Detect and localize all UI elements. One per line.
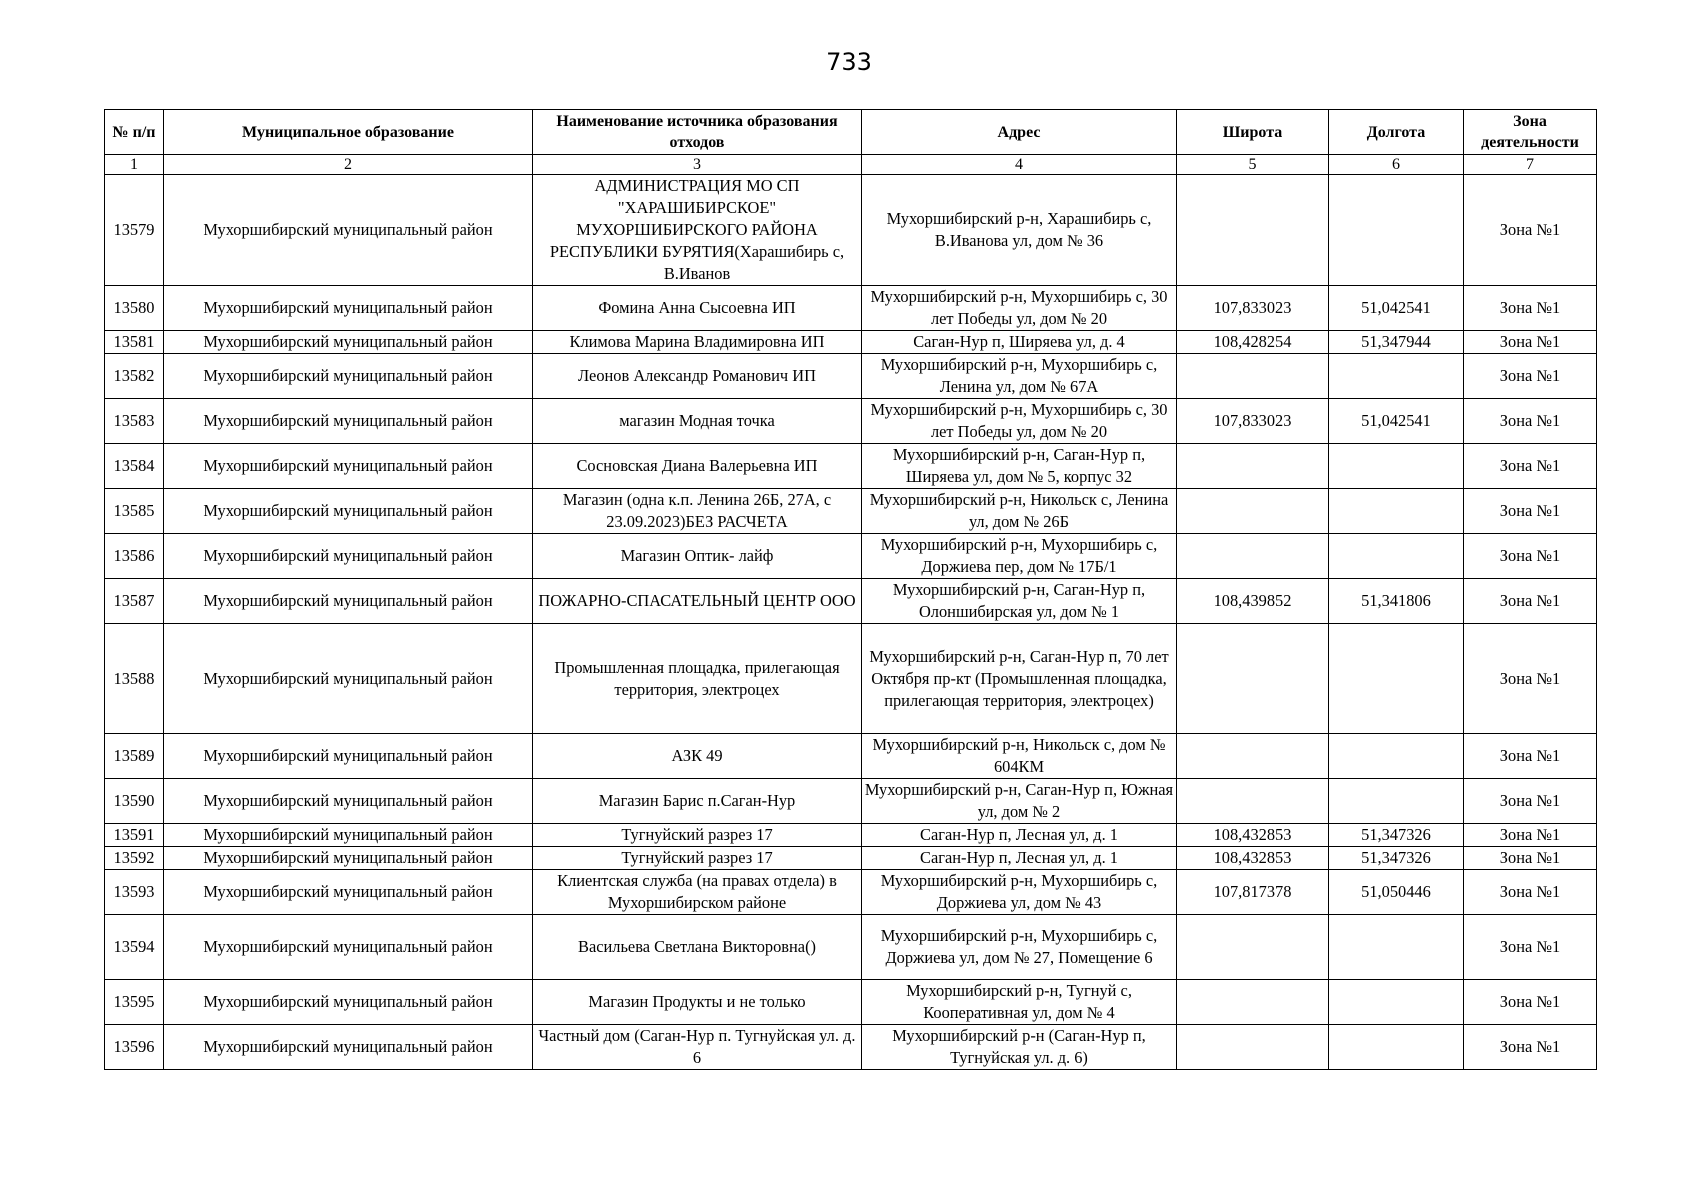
row-number: 13587	[105, 579, 164, 624]
latitude-cell: 108,439852	[1177, 579, 1329, 624]
row-number: 13592	[105, 847, 164, 870]
table-row	[105, 980, 1597, 1025]
municipality-cell: Мухоршибирский муниципальный район	[164, 624, 533, 734]
municipality-cell: Мухоршибирский муниципальный район	[164, 734, 533, 779]
longitude-cell	[1329, 175, 1464, 286]
column-number: 6	[1329, 155, 1464, 175]
zone-cell: Зона №1	[1464, 624, 1597, 734]
address-cell: Мухоршибирский р-н, Мухоршибирь с, Ленина ул, дом № 67А	[862, 354, 1177, 399]
zone-cell: Зона №1	[1464, 847, 1597, 870]
address-cell: Мухоршибирский р-н, Мухоршибирь с, 30 лет Победы ул, дом № 20	[862, 399, 1177, 444]
table-header-row	[105, 110, 1597, 155]
municipality-cell: Мухоршибирский муниципальный район	[164, 331, 533, 354]
address-cell: Мухоршибирский р-н, Саган-Нур п, Ширяева ул, дом № 5, корпус 32	[862, 444, 1177, 489]
column-number: 4	[862, 155, 1177, 175]
longitude-cell: 51,042541	[1329, 399, 1464, 444]
row-number: 13579	[105, 175, 164, 286]
row-number: 13596	[105, 1025, 164, 1070]
municipality-cell: Мухоршибирский муниципальный район	[164, 980, 533, 1025]
header-source-name: Наименование источника образования отходов	[533, 110, 862, 155]
longitude-cell: 51,347326	[1329, 847, 1464, 870]
zone-cell: Зона №1	[1464, 915, 1597, 980]
table-row	[105, 175, 1597, 286]
page-number: 733	[826, 48, 872, 76]
latitude-cell: 108,432853	[1177, 824, 1329, 847]
zone-cell: Зона №1	[1464, 1025, 1597, 1070]
header-latitude: Широта	[1177, 110, 1329, 155]
latitude-cell: 107,817378	[1177, 870, 1329, 915]
row-number: 13580	[105, 286, 164, 331]
address-cell: Мухоршибирский р-н (Саган-Нур п, Тугнуйская ул. д. 6)	[862, 1025, 1177, 1070]
latitude-cell: 108,428254	[1177, 331, 1329, 354]
table-row	[105, 579, 1597, 624]
column-number: 1	[105, 155, 164, 175]
address-cell: Мухоршибирский р-н, Мухоршибирь с, Доржиева ул, дом № 43	[862, 870, 1177, 915]
latitude-cell	[1177, 915, 1329, 980]
address-cell: Мухоршибирский р-н, Харашибирь с, В.Иванова ул, дом № 36	[862, 175, 1177, 286]
table-row	[105, 870, 1597, 915]
source-name-cell: Магазин Барис п.Саган-Нур	[533, 779, 862, 824]
latitude-cell	[1177, 489, 1329, 534]
source-name-cell: Фомина Анна Сысоевна ИП	[533, 286, 862, 331]
row-number: 13593	[105, 870, 164, 915]
column-number: 2	[164, 155, 533, 175]
zone-cell: Зона №1	[1464, 579, 1597, 624]
source-name-cell: Клиентская служба (на правах отдела) в Мухоршибирском районе	[533, 870, 862, 915]
address-cell: Саган-Нур п, Ширяева ул, д. 4	[862, 331, 1177, 354]
zone-cell: Зона №1	[1464, 734, 1597, 779]
municipality-cell: Мухоршибирский муниципальный район	[164, 915, 533, 980]
municipality-cell: Мухоршибирский муниципальный район	[164, 399, 533, 444]
row-number: 13584	[105, 444, 164, 489]
address-cell: Саган-Нур п, Лесная ул, д. 1	[862, 824, 1177, 847]
address-cell: Мухоршибирский р-н, Саган-Нур п, Южная ул, дом № 2	[862, 779, 1177, 824]
longitude-cell	[1329, 980, 1464, 1025]
zone-cell: Зона №1	[1464, 870, 1597, 915]
row-number: 13594	[105, 915, 164, 980]
source-name-cell: Тугнуйский разрез 17	[533, 824, 862, 847]
longitude-cell	[1329, 779, 1464, 824]
municipality-cell: Мухоршибирский муниципальный район	[164, 870, 533, 915]
source-name-cell: Частный дом (Саган-Нур п. Тугнуйская ул. д. 6	[533, 1025, 862, 1070]
table-row	[105, 734, 1597, 779]
latitude-cell	[1177, 534, 1329, 579]
source-name-cell: Магазин (одна к.п. Ленина 26Б, 27А, с 23.09.2023)БЕЗ РАСЧЕТА	[533, 489, 862, 534]
table-row	[105, 779, 1597, 824]
row-number: 13583	[105, 399, 164, 444]
row-number: 13586	[105, 534, 164, 579]
row-number: 13589	[105, 734, 164, 779]
municipality-cell: Мухоршибирский муниципальный район	[164, 779, 533, 824]
table-row	[105, 444, 1597, 489]
waste-sources-table	[104, 109, 1597, 1070]
address-cell: Саган-Нур п, Лесная ул, д. 1	[862, 847, 1177, 870]
table-row	[105, 354, 1597, 399]
municipality-cell: Мухоршибирский муниципальный район	[164, 534, 533, 579]
zone-cell: Зона №1	[1464, 331, 1597, 354]
zone-cell: Зона №1	[1464, 175, 1597, 286]
municipality-cell: Мухоршибирский муниципальный район	[164, 354, 533, 399]
header-number: № п/п	[105, 110, 164, 155]
municipality-cell: Мухоршибирский муниципальный район	[164, 1025, 533, 1070]
row-number: 13591	[105, 824, 164, 847]
source-name-cell: Тугнуйский разрез 17	[533, 847, 862, 870]
longitude-cell: 51,042541	[1329, 286, 1464, 331]
source-name-cell: Магазин Продукты и не только	[533, 980, 862, 1025]
longitude-cell: 51,341806	[1329, 579, 1464, 624]
municipality-cell: Мухоршибирский муниципальный район	[164, 824, 533, 847]
zone-cell: Зона №1	[1464, 980, 1597, 1025]
zone-cell: Зона №1	[1464, 286, 1597, 331]
source-name-cell: Магазин Оптик- лайф	[533, 534, 862, 579]
table-row	[105, 847, 1597, 870]
zone-cell: Зона №1	[1464, 399, 1597, 444]
latitude-cell	[1177, 354, 1329, 399]
table-row	[105, 399, 1597, 444]
zone-cell: Зона №1	[1464, 444, 1597, 489]
table-row	[105, 824, 1597, 847]
source-name-cell: магазин Модная точка	[533, 399, 862, 444]
source-name-cell: Промышленная площадка, прилегающая территория, электроцех	[533, 624, 862, 734]
address-cell: Мухоршибирский р-н, Тугнуй с, Кооперативная ул, дом № 4	[862, 980, 1177, 1025]
longitude-cell	[1329, 489, 1464, 534]
zone-cell: Зона №1	[1464, 534, 1597, 579]
row-number: 13588	[105, 624, 164, 734]
table-row	[105, 915, 1597, 980]
latitude-cell	[1177, 1025, 1329, 1070]
longitude-cell	[1329, 444, 1464, 489]
address-cell: Мухоршибирский р-н, Саган-Нур п, Олоншибирская ул, дом № 1	[862, 579, 1177, 624]
latitude-cell	[1177, 444, 1329, 489]
zone-cell: Зона №1	[1464, 824, 1597, 847]
longitude-cell	[1329, 534, 1464, 579]
table-row	[105, 286, 1597, 331]
municipality-cell: Мухоршибирский муниципальный район	[164, 847, 533, 870]
municipality-cell: Мухоршибирский муниципальный район	[164, 579, 533, 624]
latitude-cell	[1177, 734, 1329, 779]
source-name-cell: АДМИНИСТРАЦИЯ МО СП "ХАРАШИБИРСКОЕ" МУХОРШИБИРСКОГО РАЙОНА РЕСПУБЛИКИ БУРЯТИЯ(Харашибирь с, В.Иванов	[533, 175, 862, 286]
source-name-cell: Васильева Светлана Викторовна()	[533, 915, 862, 980]
zone-cell: Зона №1	[1464, 489, 1597, 534]
longitude-cell: 51,050446	[1329, 870, 1464, 915]
longitude-cell	[1329, 1025, 1464, 1070]
column-number: 5	[1177, 155, 1329, 175]
latitude-cell	[1177, 175, 1329, 286]
source-name-cell: Климова Марина Владимировна ИП	[533, 331, 862, 354]
source-name-cell: Сосновская Диана Валерьевна ИП	[533, 444, 862, 489]
header-municipality: Муниципальное образование	[164, 110, 533, 155]
address-cell: Мухоршибирский р-н, Мухоршибирь с, 30 лет Победы ул, дом № 20	[862, 286, 1177, 331]
latitude-cell: 108,432853	[1177, 847, 1329, 870]
table-row	[105, 1025, 1597, 1070]
source-name-cell: ПОЖАРНО-СПАСАТЕЛЬНЫЙ ЦЕНТР ООО	[533, 579, 862, 624]
row-number: 13590	[105, 779, 164, 824]
address-cell: Мухоршибирский р-н, Мухоршибирь с, Доржиева ул, дом № 27, Помещение 6	[862, 915, 1177, 980]
municipality-cell: Мухоршибирский муниципальный район	[164, 489, 533, 534]
row-number: 13595	[105, 980, 164, 1025]
latitude-cell: 107,833023	[1177, 399, 1329, 444]
zone-cell: Зона №1	[1464, 779, 1597, 824]
column-number-row	[105, 155, 1597, 175]
source-name-cell: АЗК 49	[533, 734, 862, 779]
municipality-cell: Мухоршибирский муниципальный район	[164, 286, 533, 331]
address-cell: Мухоршибирский р-н, Мухоршибирь с, Доржиева пер, дом № 17Б/1	[862, 534, 1177, 579]
table-row	[105, 624, 1597, 734]
table-row	[105, 534, 1597, 579]
latitude-cell	[1177, 779, 1329, 824]
row-number: 13581	[105, 331, 164, 354]
table-row	[105, 489, 1597, 534]
address-cell: Мухоршибирский р-н, Саган-Нур п, 70 лет Октября пр-кт (Промышленная площадка, прилегающая территория, электроцех)	[862, 624, 1177, 734]
latitude-cell	[1177, 624, 1329, 734]
municipality-cell: Мухоршибирский муниципальный район	[164, 175, 533, 286]
row-number: 13585	[105, 489, 164, 534]
column-number: 3	[533, 155, 862, 175]
longitude-cell	[1329, 734, 1464, 779]
address-cell: Мухоршибирский р-н, Никольск с, Ленина ул, дом № 26Б	[862, 489, 1177, 534]
source-name-cell: Леонов Александр Романович ИП	[533, 354, 862, 399]
longitude-cell: 51,347326	[1329, 824, 1464, 847]
longitude-cell	[1329, 624, 1464, 734]
longitude-cell	[1329, 354, 1464, 399]
longitude-cell: 51,347944	[1329, 331, 1464, 354]
latitude-cell	[1177, 980, 1329, 1025]
address-cell: Мухоршибирский р-н, Никольск с, дом № 604КМ	[862, 734, 1177, 779]
longitude-cell	[1329, 915, 1464, 980]
table-row	[105, 331, 1597, 354]
column-number: 7	[1464, 155, 1597, 175]
zone-cell: Зона №1	[1464, 354, 1597, 399]
header-address: Адрес	[862, 110, 1177, 155]
header-zone: Зона деятельности	[1464, 110, 1597, 155]
latitude-cell: 107,833023	[1177, 286, 1329, 331]
municipality-cell: Мухоршибирский муниципальный район	[164, 444, 533, 489]
row-number: 13582	[105, 354, 164, 399]
header-longitude: Долгота	[1329, 110, 1464, 155]
